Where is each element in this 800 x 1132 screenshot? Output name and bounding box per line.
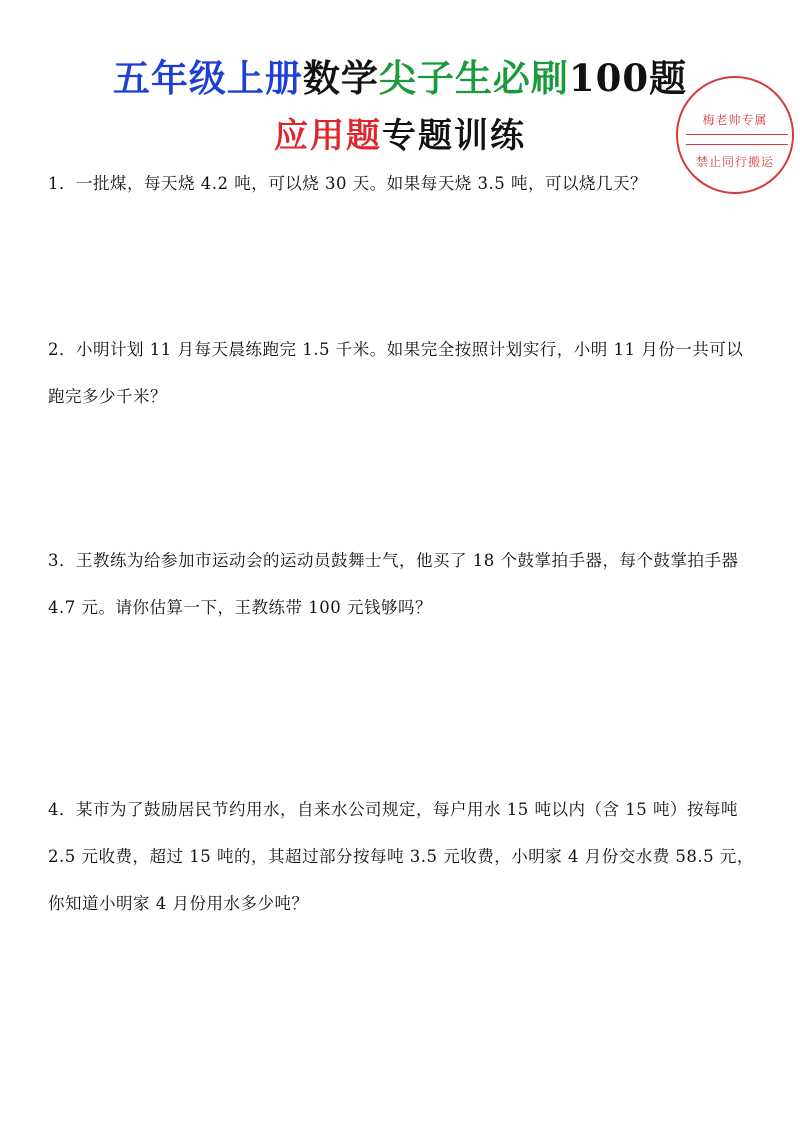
question-item: 3．王教练为给参加市运动会的运动员鼓舞士气，他买了 18 个鼓掌拍手器，每个鼓掌拍手器 4.7 元。请你估算一下，王教练带 100 元钱够吗？ bbox=[48, 551, 739, 617]
stamp-divider-top bbox=[686, 134, 788, 135]
stamp-line-owner: 梅老帅专属 bbox=[702, 113, 768, 127]
title-segment-count: 100题 bbox=[568, 56, 688, 100]
page-title bbox=[0, 48, 800, 102]
title-segment-subject: 数学 bbox=[302, 56, 379, 100]
subtitle-segment-training: 专题训练 bbox=[382, 116, 526, 156]
stamp-divider-bottom bbox=[686, 144, 788, 145]
question-item: 1．一批煤，每天烧 4.2 吨，可以烧 30 天。如果每天烧 3.5 吨，可以烧几天？ bbox=[48, 174, 647, 193]
title-segment-top-students: 尖子生必刷 bbox=[378, 56, 569, 100]
question-item: 2．小明计划 11 月每天晨练跑完 1.5 千米。如果完全按照计划实行，小明 11 月份一共可以跑完多少千米？ bbox=[48, 340, 744, 406]
subtitle-segment-topic: 应用题 bbox=[274, 116, 382, 156]
question-item: 4．某市为了鼓励居民节约用水，自来水公司规定，每户用水 15 吨以内（含 15 吨）按每吨 2.5 元收费，超过 15 吨的，其超过部分按每吨 3.5 元收费，小明家 4 月份交水费 58.5 元，你知道小明家 4 月份用水多少吨？ bbox=[48, 800, 754, 913]
title-segment-grade: 五年级上册 bbox=[112, 56, 303, 100]
stamp-line-warning: 禁止同行搬运 bbox=[695, 155, 774, 169]
